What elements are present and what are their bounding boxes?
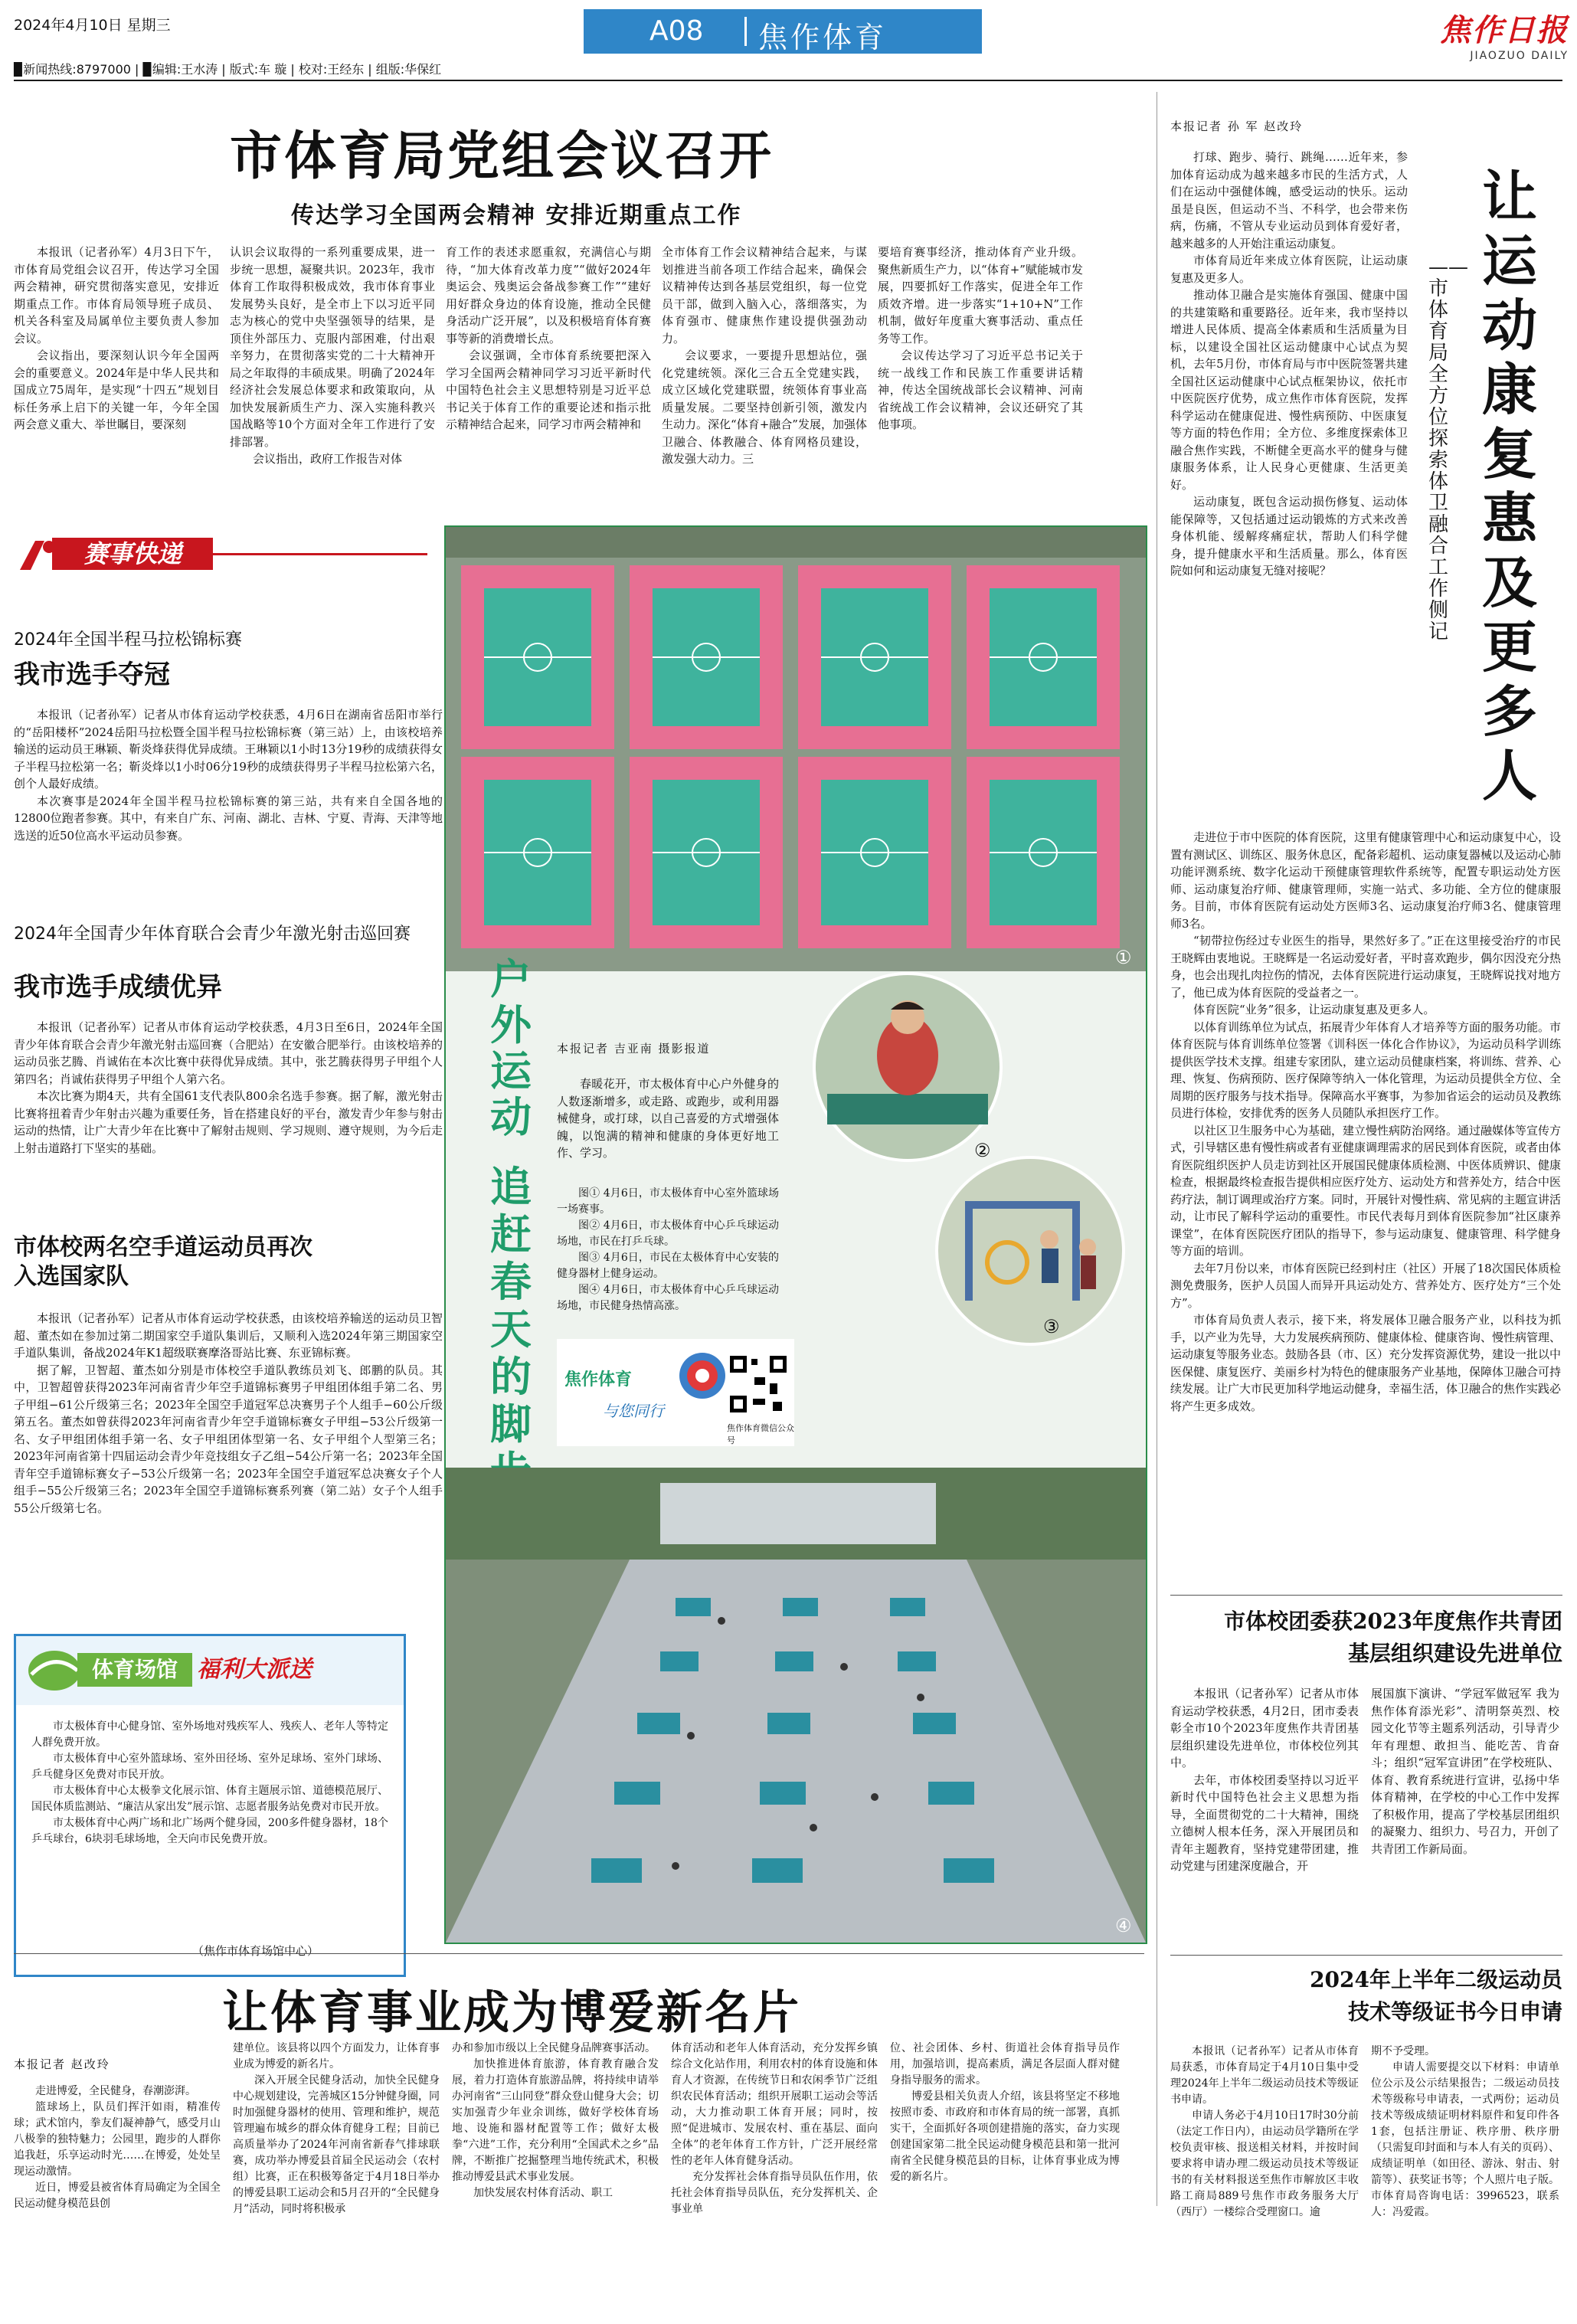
paragraph: 全市体育工作会议精神结合起来，与谋划推进当前各项工作结合起来，确保会议精神传达到各基层党组织，每一位党员干部，做到入脑入心，落细落实，为体育强市、健康焦作建设提供强劲动力。: [662, 245, 867, 345]
wechat-card: [557, 1339, 794, 1446]
paragraph: 认识会议取得的一系列重要成果，进一步统一思想，凝聚共识。2023年，我市体育工作取得积极成效，我市体育事业发展势头良好，是全市上下以习近平同志为核心的党中央坚强领导的结果，是顶住外部压力、克服内部困难，付出艰辛努力，在贯彻落实党的二十大精神开局之年取得的丰硕成果。明确了2024年经济社会发展总体要求和政策取向，从加快发展新质生产力、深入实施科教兴国战略等10个方面对全年工作进行了安排部署。: [230, 245, 435, 449]
paragraph: 会议指出，政府工作报告对体: [253, 452, 403, 466]
race-a1-kicker: 2024年全国半程马拉松锦标赛: [14, 630, 242, 650]
photo-title-b: 追赶春天的脚: [490, 1162, 532, 1448]
bottom-col-1: [14, 2083, 221, 2212]
cert-col-1: [1170, 2044, 1359, 2221]
paragraph: 打球、跑步、骑行、跳绳……近年来，参加体育运动成为越来越多市民的生活方式，人们在运动中强健体魄，感受运动的快乐。运动虽是良医，但运动不当、不科学，也会带来伤病，伤痛，不管从专业运动员到体育爱好者，越来越多的人开始注重运动康复。: [1170, 150, 1408, 250]
bottom-title: 让体育事业成为博爱新名片: [222, 1986, 801, 2040]
section-name: 焦作体育: [758, 21, 888, 54]
right-byline: 本报记者 孙 军 赵改玲: [1170, 119, 1304, 133]
lead-subtitle: 传达学习全国两会精神 安排近期重点工作: [291, 202, 742, 229]
paragraph: 市体育局负责人表示，接下来，将发展体卫融合服务产业，以科技为抓手，以产业为先导，大力发展疾病预防、健康体检、健康咨询、慢性病管理、运动康复等服务业态。鼓励各县（市、区）充分发挥资源优势，建设一批以中医保健、康复医疗、美丽乡村为特色的健康服务产业基地，保障体卫融合可持续发展。让广大市民更加科学地运动健身，幸福生活，体卫融合的焦作实践必将产生更多成效。: [1170, 1313, 1562, 1413]
youth-title-1: 市体校团委获2023年度焦作共青团: [1224, 1609, 1562, 1634]
paragraph: 申请人务必于4月10日17时30分前（法定工作日内），由运动员学籍所在学校负责审核、报送相关材料，并按时间要求将申请办理二级运动员技术等级证书的有关材料报送至焦作市解放区丰收路工商局889号焦作市政务服务大厅（西厅）一楼综合受理窗口。逾: [1170, 2110, 1359, 2218]
gym-credit: （焦作市体育场馆中心）: [192, 1944, 319, 1958]
right-body-top: [1170, 149, 1408, 580]
qr-code-icon[interactable]: [727, 1353, 790, 1416]
paragraph: 本报讯（记者孙军）4月3日下午，市体育局党组会议召开，传达学习全国两会精神，研究贯彻落实意见，安排近期重点工作。市体育局领导班子成员、机关各科室及局属单位主要负责人参加会议。: [14, 245, 219, 345]
cert-rule: [1170, 1955, 1562, 1956]
lead-col-1: [14, 244, 219, 434]
lead-col-2: [230, 244, 435, 468]
race-a1-body: [14, 706, 443, 844]
kicker-text: 2024年全国青少年体育联合会青少年激光射击巡回赛: [14, 925, 411, 944]
right-body-bottom: [1170, 829, 1561, 1415]
section-divider: [744, 17, 747, 46]
paragraph: 展国旗下演讲、“学冠军做冠军 我为焦作体育添光彩”、清明祭英烈、校园文化节等主题系列活动，引导青少年有理想、敢担当、能吃苦、肯奋斗；组织“冠军宣讲团”在学校班队、体育、教育系统进行宣讲，弘扬中华体育精神，在学校的中心工作中发挥了积极作用，提高了学校基层团组织的凝聚力、组织力、号召力，开创了共青团工作新局面。: [1371, 1687, 1559, 1856]
paragraph: 去年7月份以来，市体育医院已经到村庄（社区）开展了18次国民体质检测免费服务，医护人员国人而异开具运动处方、营养处方、医疗处方“三个处方”。: [1170, 1261, 1561, 1310]
photo-2-number: ②: [974, 1140, 991, 1161]
paragraph: 体育活动和老年人体育活动，充分发挥乡镇综合文化站作用，利用农村的体育设施和体育人才资源，在传统节日和农闲季节广泛组织农民体育活动；组织开展职工运动会等活动，大力推动职工体育开展；同时，按照“促进城市、发展农村、重在基层、面向全体”的老年体育工作方针，广泛开展经常性的老年人体育健身活动。: [671, 2042, 878, 2167]
woman-table-tennis-photo: [812, 971, 1003, 1163]
paragraph: 本报讯（记者孙军）记者从市体育运动学校获悉，由该校培养输送的运动员卫智超、董杰如在参加过第二期国家空手道队集训后，又顺利入选2024年第三期国家空手道队集训，备战2024年K1超级联赛摩洛哥站比赛、东亚锦标赛。: [14, 1311, 443, 1360]
paragraph: 会议传达学习了习近平总书记关于统一战线工作和民族工作重要讲话精神，传达全国统战部长会议精神、河南省统战工作会议精神，会议还研究了其他事项。: [878, 349, 1083, 431]
race-a3-title: 市体校两名空手道运动员再次入选国家队: [14, 1234, 312, 1290]
paragraph: 去年，市体校团委坚持以习近平新时代中国特色社会主义思想为指导，全面贯彻党的二十大精神，围绕立德树人根本任务，深入开展团员和青年主题教育，坚持党建带团建，推动党建与团建深度融合，开: [1170, 1772, 1359, 1873]
cert-title-1: 2024年上半年二级运动员: [1310, 1967, 1562, 1992]
lead-col-4: [662, 244, 867, 468]
wechat-title-a: 焦作体育: [564, 1370, 633, 1389]
photo-caption: 图① 4月6日，市太极体育中心室外篮球场一场赛事。: [557, 1187, 779, 1216]
race-a2-body: [14, 1019, 443, 1157]
paragraph: 篮球场上，队员们挥汗如雨，精准传球；武术馆内，拳友们凝神静气，感受月山八极拳的独特魅力；公园里，跑步的人群你追我赶，乐享运动时光……在博爱，处处呈现运动激情。: [14, 2101, 221, 2178]
logo-text: 焦作日报: [1440, 12, 1569, 48]
youth-col-2: [1371, 1685, 1559, 1858]
newspaper-logo: [1400, 6, 1569, 67]
paragraph: 以体育训练单位为试点，拓展青少年体育人才培养等方面的服务功能。市体育医院与体育训练单位签署《训科医一体化合作协议》，为运动员科学训练提供医学技术支撑。组建专家团队，建立运动员健康档案，将训练、营养、心理、恢复、伤病预防、医疗保障等纳入一体化管理，为运动员提供全方位、全周期的医疗服务与技术指导。保障高水平赛事，为参加省运会的运动员及教练员进行体检，安排优秀的医务人员随队承担医疗工作。: [1170, 1020, 1562, 1120]
paragraph: 本次比赛为期4天，共有全国61支代表队800余名选手参赛。据了解，激光射击比赛将扭着青少年射击兴趣为重要任务，旨在搭建良好的平台，激发青少年参与射击运动的热情，让广大青少年在比赛中了解射击规则、学习规则、遵守规则，为今后走上射击道路打下坚实的基础。: [14, 1089, 443, 1155]
gym-item: 市太极体育中心两广场和北广场两个健身园，200多件健身器材，18个乒乓球台，6块羽毛球场地，全天向市民免费开放。: [31, 1817, 388, 1845]
paragraph: 运动康复，既包含运动损伤修复、运动体能保障等，又包括通过运动锻炼的方式来改善身体机能、缓解疼痛症状，帮助人们科学健身，提升健康水平和生活质量。那么，体育医院如何和运动康复无缝对接呢？: [1170, 495, 1408, 578]
lead-col-5: [878, 244, 1083, 434]
photo-title-a: 户外运动: [490, 954, 532, 1141]
paragraph: 育工作的表述求愿重叙，充满信心与期待，“加大体育改革力度”“做好2024年奥运会、残奥运会备战参赛工作”“建好用好群众身边的体育设施，推动全民健身活动广泛开展”，以及积极培育体育赛事等新的消费增长点。: [446, 245, 651, 345]
right-subtitle: ——市体育局全方位探索体卫融合工作侧记: [1428, 256, 1468, 643]
gym-label-2: 福利大派送: [197, 1656, 312, 1683]
paragraph: 加快推进体育旅游，体育教育融合发展，着力打造体育旅游品牌，将持续申请举办河南省“三山同登”群众登山健身大会；切实加强青少年业余训练，做好学校体育场地、设施和器材配置等工作；做好太极拳“六进”工作，充分利用“全国武术之乡”品牌，不断推广挖掘整理当地传统武术，积极推动博爱县武术事业发展。: [452, 2058, 659, 2183]
photo-caption: 图④ 4月6日，市太极体育中心乒乓球运动场地，市民健身热情高涨。: [557, 1284, 779, 1312]
lead-title: 市体育局党组会议召开: [230, 126, 774, 187]
section-banner: [584, 9, 982, 54]
race-a2-kicker: [14, 924, 443, 945]
photo-caption: 图③ 4月6日，市民在太极体育中心安装的健身器材上健身运动。: [557, 1252, 779, 1280]
section-number: A08: [649, 15, 704, 47]
paragraph: 博爱县相关负责人介绍，该县将坚定不移地按照市委、市政府和市体育局的统一部署，真抓实干，全面抓好各项创建措施的落实，奋力实现创建国家第二批全民运动健身模范县和第一批河南省全民健身模范县的目标，让体育事业成为博爱的新名片。: [890, 2090, 1120, 2183]
paragraph: 据了解，卫智超、董杰如分别是市体校空手道队教练员刘飞、郎鹏的队员。其中，卫智超曾获得2023年河南省青少年空手道锦标赛男子甲组团体组手第二名、男子甲组−61公斤级第三名；2023年全国空手道冠军总决赛男子个人组手−60公斤级第五名。董杰如曾获得2023年河南省青少年空手道锦标赛女子甲组−53公斤级第一名、女子甲组团体组手第一名、女子甲组团体型第一名、女子甲组个人型第三名；2023年河南省第十四届运动会青少年竞技组女子乙组−54公斤第一名；2023年全国青年空手道锦标赛女子−53公斤级第一名；2023年全国空手道冠军总决赛女子个人组手−55公斤级第三名；2023年全国空手道锦标赛系列赛（第二站）女子个人组手55公斤级第七名。: [14, 1363, 443, 1515]
issue-date: 2024年4月10日 星期三: [14, 17, 171, 34]
qr-caption: 焦作体育微信公众号: [727, 1423, 794, 1445]
race-a1-title: 我市选手夺冠: [14, 660, 170, 690]
paragraph: 位、社会团体、乡村、街道社会体育指导员作用，加强培训，提高素质，满足各层面人群对健身指导服务的需求。: [890, 2042, 1120, 2087]
paragraph: 加快发展农村体育活动、职工: [473, 2187, 613, 2199]
table-tennis-plaza-photo: [446, 1468, 1146, 1943]
gym-label-1: 体育场馆: [77, 1653, 192, 1687]
paragraph: 本报讯（记者孙军）记者从市体育运动学校获悉，4月2日，团市委表彰全市10个2023年度焦作共青团基层组织建设先进单位，市体校位列其中。: [1170, 1687, 1359, 1769]
bottom-col-3: [452, 2041, 659, 2201]
wechat-title-b: 与您同行: [603, 1402, 664, 1420]
masthead-rule: [14, 80, 1562, 81]
paragraph: 要培育赛事经济，推动体育产业升级。聚焦新质生产力，以“体育+”赋能城市发展，四要抓好工作落实，促进全年工作质效齐增。进一步落实“1+10+N”工作机制，做好年度重大赛事活动、重点任务等工作。: [878, 245, 1083, 345]
gym-logo-icon: [24, 1644, 85, 1697]
photo-caption: 图② 4月6日，市太极体育中心乒乓球运动场地，市民在打乒乓球。: [557, 1219, 779, 1248]
paragraph: 申请人需要提交以下材料：申请单位公示及公示结果报告；二级运动员技术等级称号申请表，一式两份；运动员技术等级成绩证明材料原件和复印件各1套，包括注册证、秩序册、秩序册（只需复印封面和与本人有关的页码）、成绩证明单（如田径、游泳、射击、射箭等）、获奖证书等；个人照片电子版。市体育局咨询电话：3996523，联系人：冯爱霞。: [1371, 2061, 1559, 2218]
gym-welfare-box: [14, 1634, 406, 1977]
cert-col-2: [1371, 2044, 1559, 2221]
gym-item: 市太极体育中心健身馆、室外场地对残疾军人、残疾人、老年人等特定人群免费开放。: [31, 1720, 388, 1749]
gym-header: [16, 1636, 404, 1705]
photo-feature: [444, 525, 1147, 1944]
paragraph: 本报讯（记者孙军）记者从市体育局获悉，市体育局定于4月10日集中受理2024年上半年二级运动员技术等级证书申请。: [1170, 2045, 1359, 2106]
lead-col-3: [446, 244, 651, 434]
photo-3-number: ③: [1043, 1316, 1060, 1337]
photo-captions: [557, 1186, 779, 1314]
editor-credits: ▉新闻热线:8797000 | ▉编辑:王水涛 | 版式:车 璇 | 校对:王经东 | 组版:华保红: [14, 62, 442, 77]
gym-item: 市太极体育中心室外篮球场、室外田径场、室外足球场、室外门球场、乒乓健身区免费对市民开放。: [31, 1753, 388, 1781]
paragraph: 推动体卫融合是实施体育强国、健康中国的共建策略和重要路径。近年来，我市坚持以增进人民体质、提高全体素质和生活质量为目标，以建设全国社区运动健康中心试点为契机，去年5月份，市体育局与市中医院签署共建全国社区运动健康中心试点框架协议，依托市中医院医疗优势，成立焦作市体育医院，发挥科学运动在健康促进、慢性病预防、中医康复等方面的特色作用；全方位、多维度探索体卫融合焦作实践，不断健全更高水平的健身与健康服务体系，让人民身心更健康、生活更美好。: [1170, 288, 1408, 492]
photo-1-number: ①: [1115, 947, 1132, 968]
paragraph: 建单位。该县将以四个方面发力，让体育事业成为博爱的新名片。: [233, 2042, 440, 2070]
paragraph: 近日，博爱县被省体育局确定为全国全民运动健身模范县创: [14, 2182, 221, 2210]
bottom-byline: 本报记者 赵改玲: [14, 2057, 110, 2071]
paragraph: 本报讯（记者孙军）记者从市体育运动学校获悉，4月3日至6日，2024年全国青少年体育联合会青少年激光射击巡回赛（合肥站）在安徽合肥举行。由该校培养的运动员张艺腾、肖诚佑在本次比赛中获得优异成绩。其中，张艺腾获得男子甲组个人第四名；肖诚佑获得男子甲组个人第六名。: [14, 1020, 443, 1086]
youth-title-2: 基层组织建设先进单位: [1347, 1641, 1562, 1666]
paragraph: 体育医院“业务”很多，让运动康复惠及更多人。: [1193, 1003, 1435, 1016]
photo-4-number: ④: [1115, 1915, 1132, 1936]
cert-title-2: 技术等级证书今日申请: [1347, 1999, 1562, 2024]
bottom-story-rule: [14, 1953, 1144, 1954]
youth-col-1: [1170, 1685, 1359, 1875]
youth-rule: [1170, 1595, 1562, 1596]
paragraph: 办和参加市级以上全民健身品牌赛事活动。: [452, 2042, 656, 2054]
paragraph: 以社区卫生服务中心为基础，建立慢性病防治网络。通过融媒体等宣传方式，引导辖区患有慢性病或者有亚健康调理需求的居民到体育医院，或者由体育医院组织医护人员走访到社区开展国民健康体质检测、中医体质辨识、健康检查，根据最终检查报告提供相应医疗处方、运动处方和营养处方，结合中医药疗法，制订调理或治疗方案。同时，开展针对慢性病、常见病的主题宣讲活动，让市民了解科学运动的重要性。市民代表每月到体育医院参加“社区康养课堂”，在体育医院医疗团队的指导下，参与运动康复、健康管理、科学健身等方面的培训。: [1170, 1123, 1562, 1258]
paragraph: 会议指出，要深刻认识今年全国两会的重要意义。2024年是中华人民共和国成立75周年，是实现“十四五”规划目标任务承上启下的关键一年，今年全国两会意义重大、举世瞩目，要深刻: [14, 349, 219, 431]
paragraph: 市体育局近年来成立体育医院，让运动康复惠及更多人。: [1170, 254, 1408, 285]
right-title: 让运动康复惠及更多人: [1482, 164, 1538, 808]
gym-items: [31, 1719, 388, 1848]
paragraph: 本次赛事是2024年全国半程马拉松锦标赛的第三站，共有来自全国各地的12800位跑者参赛。其中，有来自广东、河南、湖北、吉林、宁夏、青海、天津等地选送的近50位高水平运动员参赛。: [14, 794, 443, 843]
gym-item: 市太极体育中心太极拳文化展示馆、体育主题展示馆、道德模范展厅、国民体质监测站、“廉洁从家出发”展示馆、志愿者服务站免费对市民开放。: [31, 1785, 388, 1813]
paragraph: 充分发挥社会体育指导员队伍作用，依托社会体育指导员队伍，充分发挥机关、企事业单: [671, 2171, 878, 2215]
paragraph: 春暖花开，市太极体育中心户外健身的人数逐渐增多，或走路、或跑步，或利用器械健身，或打球，以自己喜爱的方式增强体魄，以饱满的精神和健康的身体更好地工作、学习。: [557, 1077, 779, 1160]
fitness-equipment-photo: [934, 1155, 1126, 1347]
bottom-col-2: [233, 2041, 440, 2218]
race-news-header: [14, 536, 427, 574]
basketball-courts-photo: [446, 527, 1146, 971]
race-news-label: 赛事快递: [52, 538, 213, 570]
bottom-col-4: [671, 2041, 878, 2218]
wechat-logo-icon: [672, 1345, 733, 1406]
race-a2-title: 我市选手成绩优异: [14, 972, 222, 1003]
paragraph: 会议要求，一要提升思想站位，强化党建统领。深化三合五全党建实践，成立区域化党建联盟，统领体育事业高质量发展。二要坚持创新引领，激发内生动力。深化“体育+融合”发展，加强体卫融合、体教融合、体育网格员建设，激发强大动力。三: [662, 349, 867, 466]
paragraph: 走进博爱，全民健身，春潮澎湃。: [35, 2085, 196, 2097]
logo-pinyin: JIAOZUO DAILY: [1470, 50, 1569, 62]
race-a3-body: [14, 1310, 443, 1517]
paragraph: 期不予受理。: [1371, 2045, 1435, 2057]
race-news-rule: [213, 553, 427, 555]
photo-byline: 本报记者 吉亚南 摄影报道: [557, 1042, 711, 1056]
bottom-col-5: [890, 2041, 1120, 2185]
photo-body: [557, 1075, 779, 1162]
paragraph: 本报讯（记者孙军）记者从市体育运动学校获悉，4月6日在湖南省岳阳市举行的“岳阳楼杯”2024岳阳马拉松暨全国半程马拉松锦标赛（第三站）上，由该校培养输送的运动员王琳颖、靳炎烽获得优异成绩。王琳颖以1小时13分19秒的成绩获得女子半程马拉松第一名；靳炎烽以1小时06分19秒的成绩获得男子半程马拉松第六名，创个人最好成绩。: [14, 708, 443, 790]
paragraph: 会议强调，全市体育系统要把深入学习全国两会精神同学习习近平新时代中国特色社会主义思想特别是习近平总书记关于体育工作的重要论述和指示批示精神结合起来，同学习市两会精神和: [446, 349, 651, 431]
paragraph: 深入开展全民健身活动，加快全民健身中心规划建设，完善城区15分钟健身圈，同时加强健身器材的使用、管理和维护，规范管理遍布城乡的群众体育健身工程；目前已高质量举办了2024年河南省新春气排球联赛，成功举办博爱县首届全民运动会（农村组）比赛，正在积极筹备定于4月18日举办的博爱县职工运动会和5月召开的“全民健身月”活动，同时将积极承: [233, 2074, 440, 2215]
paragraph: 走进位于市中医院的体育医院，这里有健康管理中心和运动康复中心，设置有测试区、训练区、服务休息区，配备彩超机、运动康复器械以及运动心肺功能评测系统、数字化运动干预健康管理软件系统等，配置专职运动处方医师、运动康复治疗师、健康管理师，实施一站式、多功能、全方位的健康服务。目前，市体育医院有运动处方医师3名、运动康复治疗师3名、健康管理师3名。: [1170, 830, 1562, 931]
paragraph: “韧带拉伤经过专业医生的指导，果然好多了。”正在这里接受治疗的市民王晓辉由衷地说。王晓辉是一名运动爱好者，平时喜欢跑步，偶尔因没充分热身，也会出现扎肉拉伤的情况，去体育医院进行运动康复，王晓辉说找对地方了，他已成为体育医院的受益者之一。: [1170, 934, 1562, 1000]
